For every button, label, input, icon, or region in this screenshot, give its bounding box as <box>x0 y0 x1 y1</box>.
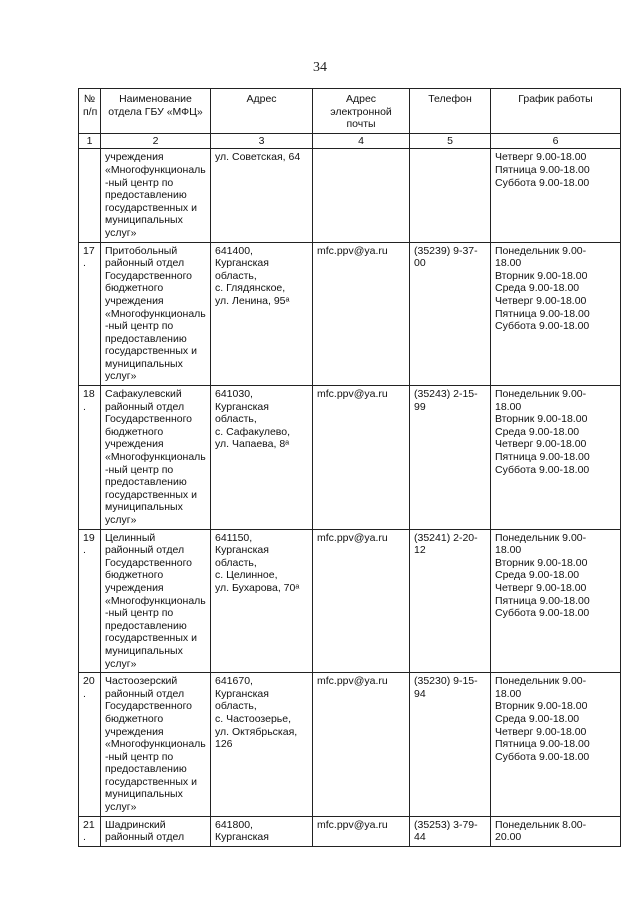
cell-line: Четверг 9.00-18.00 <box>495 438 587 451</box>
cell-line: почты <box>346 118 376 131</box>
row-num: 18. <box>79 386 101 530</box>
cell-line: Понедельник 9.00- <box>495 531 587 544</box>
cell-line: ул. Октябрьская, <box>215 725 298 738</box>
cell-line: 12 <box>414 544 426 557</box>
cell-line: государственных и <box>105 488 197 501</box>
cell-line: Курганская <box>215 400 269 413</box>
cell-line: область, <box>215 700 257 713</box>
cell-line: 641400, <box>215 244 253 257</box>
cell-line: Четверг 9.00-18.00 <box>495 581 587 594</box>
cell-line: Суббота 9.00-18.00 <box>495 176 590 189</box>
row-schedule <box>491 242 621 386</box>
row-schedule <box>491 816 621 846</box>
cell-line: Среда 9.00-18.00 <box>495 282 580 295</box>
cell-line: государственных и <box>105 632 197 645</box>
cell-line: Суббота 9.00-18.00 <box>495 463 590 476</box>
page-number: 34 <box>313 60 327 75</box>
cell-line: государственных и <box>105 345 197 358</box>
cell-line: -ный центр по <box>105 607 174 620</box>
cell-line: районный отдел <box>105 400 185 413</box>
row-num: 20. <box>79 673 101 817</box>
cell-line: предоставлению <box>105 619 187 632</box>
cell-line: Понедельник 9.00- <box>495 675 587 688</box>
row-email: mfc.ppv@ya.ru <box>313 386 410 530</box>
header-num <box>79 89 101 134</box>
cell-line: Курганская <box>215 257 269 270</box>
row-email <box>313 149 410 242</box>
cell-line: Наименование <box>119 93 192 105</box>
table-row <box>79 816 621 846</box>
cell-line: область, <box>215 413 257 426</box>
cell-line: Курганская <box>215 831 269 844</box>
cell-line: Курганская <box>215 544 269 557</box>
cell-line: предоставлению <box>105 332 187 345</box>
row-email: mfc.ppv@ya.ru <box>313 242 410 386</box>
row-email: mfc.ppv@ya.ru <box>313 529 410 673</box>
cell-line: с. Сафакулево, <box>215 425 291 438</box>
row-phone <box>410 673 491 817</box>
cell-line: 18.00 <box>495 544 522 557</box>
cell-line: предоставлению <box>105 476 187 489</box>
row-phone <box>410 149 491 242</box>
cell-line: 18.00 <box>495 400 522 413</box>
cell-line: -ный центр по <box>105 463 174 476</box>
cell-line: Частоозерский <box>105 675 178 688</box>
cell-line: -ный центр по <box>105 320 174 333</box>
cell-line: районный отдел <box>105 687 185 700</box>
cell-line: Вторник 9.00-18.00 <box>495 556 588 569</box>
row-schedule <box>491 673 621 817</box>
cell-line: муниципальных <box>105 644 183 657</box>
cell-line: услуг» <box>105 514 137 526</box>
cell-line: учреждения <box>105 725 164 738</box>
cell-line: График работы <box>518 93 593 105</box>
table-header-row <box>79 89 621 134</box>
cell-line: Курганская <box>215 687 269 700</box>
cell-line: районный отдел <box>105 544 185 557</box>
cell-line: Пятница 9.00-18.00 <box>495 738 590 751</box>
header-phone <box>410 89 491 134</box>
column-number: 2 <box>101 133 211 149</box>
cell-line: область, <box>215 556 257 569</box>
cell-line: Государственного <box>105 700 193 713</box>
column-number: 6 <box>491 133 621 149</box>
cell-line: услуг» <box>105 226 137 239</box>
cell-line: Пятница 9.00-18.00 <box>495 163 590 176</box>
row-name <box>101 529 211 673</box>
cell-line: Сафакулевский <box>105 388 182 401</box>
cell-line: ул. Ленина, 95ᵃ <box>215 294 290 307</box>
cell-line: предоставлению <box>105 763 187 776</box>
cell-line: № <box>83 93 96 105</box>
cell-line: бюджетного <box>105 712 164 725</box>
row-address <box>211 149 313 242</box>
row-email: mfc.ppv@ya.ru <box>313 816 410 846</box>
cell-line: отдела ГБУ «МФЦ» <box>108 105 203 118</box>
cell-line: (35253) 3-79- <box>414 818 478 831</box>
cell-line: Четверг 9.00-18.00 <box>495 725 587 738</box>
column-number: 5 <box>410 133 491 149</box>
table-row <box>79 242 621 386</box>
column-number: 4 <box>313 133 410 149</box>
cell-line: 126 <box>215 738 233 751</box>
cell-line: Четверг 9.00-18.00 <box>495 151 587 164</box>
cell-line: Государственного <box>105 413 193 426</box>
cell-line: Притобольный <box>105 244 178 257</box>
cell-line: (35241) 2-20- <box>414 531 478 544</box>
cell-line: область, <box>215 269 257 282</box>
cell-line: учреждения <box>105 151 164 164</box>
cell-line: Телефон <box>428 93 472 105</box>
row-address <box>211 816 313 846</box>
cell-line: учреждения <box>105 438 164 451</box>
cell-line: ул. Советская, 64 <box>215 151 301 164</box>
cell-line: «Многофункциональ <box>105 594 206 607</box>
cell-line: 641150, <box>215 531 253 544</box>
cell-line: учреждения <box>105 294 164 307</box>
cell-line: Понедельник 9.00- <box>495 388 587 401</box>
row-address <box>211 242 313 386</box>
cell-line: п/п <box>83 105 98 118</box>
header-schedule <box>491 89 621 134</box>
cell-line: Вторник 9.00-18.00 <box>495 413 588 426</box>
cell-line: 00 <box>414 257 426 270</box>
row-schedule <box>491 529 621 673</box>
cell-line: 18.00 <box>495 257 522 270</box>
column-number: 1 <box>79 133 101 149</box>
cell-line: Пятница 9.00-18.00 <box>495 451 590 464</box>
table-row <box>79 673 621 817</box>
cell-line: Государственного <box>105 556 193 569</box>
cell-line: ул. Чапаева, 8ᵃ <box>215 438 290 451</box>
column-number: 3 <box>211 133 313 149</box>
cell-line: бюджетного <box>105 569 164 582</box>
cell-line: Четверг 9.00-18.00 <box>495 294 587 307</box>
cell-line: 44 <box>414 831 426 844</box>
row-phone <box>410 816 491 846</box>
cell-line: (35230) 9-15- <box>414 675 478 688</box>
cell-line: -ный центр по <box>105 750 174 763</box>
cell-line: Суббота 9.00-18.00 <box>495 750 590 763</box>
row-name <box>101 149 211 242</box>
cell-line: (35243) 2-15- <box>414 388 478 401</box>
cell-line: «Многофункциональ <box>105 451 206 464</box>
cell-line: Суббота 9.00-18.00 <box>495 607 590 620</box>
cell-line: ул. Бухарова, 70ᵃ <box>215 581 300 594</box>
mfc-offices-table <box>78 88 621 847</box>
row-address <box>211 529 313 673</box>
row-name <box>101 673 211 817</box>
row-address <box>211 386 313 530</box>
row-num: 21. <box>79 816 101 846</box>
header-email <box>313 89 410 134</box>
row-phone <box>410 529 491 673</box>
cell-line: Среда 9.00-18.00 <box>495 712 580 725</box>
cell-line: предоставлению <box>105 189 187 202</box>
cell-line: 94 <box>414 687 426 700</box>
cell-line: Понедельник 8.00- <box>495 818 587 831</box>
row-num: 19. <box>79 529 101 673</box>
cell-line: муниципальных <box>105 501 183 514</box>
cell-line: муниципальных <box>105 214 183 227</box>
cell-line: районный отдел <box>105 257 185 270</box>
cell-line: Среда 9.00-18.00 <box>495 569 580 582</box>
cell-line: Вторник 9.00-18.00 <box>495 700 588 713</box>
row-schedule <box>491 149 621 242</box>
row-phone <box>410 242 491 386</box>
cell-line: Пятница 9.00-18.00 <box>495 594 590 607</box>
cell-line: учреждения <box>105 581 164 594</box>
table-row <box>79 149 621 242</box>
row-schedule <box>491 386 621 530</box>
cell-line: бюджетного <box>105 425 164 438</box>
cell-line: с. Частоозерье, <box>215 712 292 725</box>
cell-line: Среда 9.00-18.00 <box>495 425 580 438</box>
row-name <box>101 816 211 846</box>
cell-line: бюджетного <box>105 282 164 295</box>
cell-line: -ный центр по <box>105 176 174 189</box>
cell-line: с. Целинное, <box>215 569 278 582</box>
cell-line: услуг» <box>105 370 137 383</box>
cell-line: муниципальных <box>105 788 183 801</box>
cell-line: 20.00 <box>495 831 522 844</box>
cell-line: 641670, <box>215 675 253 688</box>
row-name <box>101 242 211 386</box>
cell-line: Целинный <box>105 531 156 544</box>
cell-line: «Многофункциональ <box>105 163 206 176</box>
table-row <box>79 529 621 673</box>
row-address <box>211 673 313 817</box>
header-address <box>211 89 313 134</box>
cell-line: Адрес <box>345 93 377 105</box>
cell-line: 18.00 <box>495 687 522 700</box>
cell-line: государственных и <box>105 201 197 214</box>
cell-line: 99 <box>414 400 426 413</box>
cell-line: электронной <box>330 105 392 118</box>
cell-line: «Многофункциональ <box>105 738 206 751</box>
cell-line: с. Глядянское, <box>215 282 286 295</box>
cell-line: Пятница 9.00-18.00 <box>495 307 590 320</box>
cell-line: Вторник 9.00-18.00 <box>495 269 588 282</box>
table-body <box>79 133 621 846</box>
cell-line: 641030, <box>215 388 253 401</box>
cell-line: услуг» <box>105 657 137 670</box>
cell-line: Понедельник 9.00- <box>495 244 587 257</box>
row-phone <box>410 386 491 530</box>
cell-line: муниципальных <box>105 357 183 370</box>
header-name <box>101 89 211 134</box>
cell-line: (35239) 9-37- <box>414 244 478 257</box>
cell-line: Государственного <box>105 269 193 282</box>
cell-line: Шадринский <box>105 818 166 831</box>
cell-line: услуг» <box>105 801 137 814</box>
row-num <box>79 149 101 242</box>
row-num: 17. <box>79 242 101 386</box>
cell-line: Суббота 9.00-18.00 <box>495 320 590 333</box>
column-numbers-row <box>79 133 621 149</box>
cell-line: 641800, <box>215 818 253 831</box>
row-name <box>101 386 211 530</box>
cell-line: Адрес <box>246 93 277 105</box>
cell-line: «Многофункциональ <box>105 307 206 320</box>
cell-line: государственных и <box>105 775 197 788</box>
cell-line: районный отдел <box>105 831 185 844</box>
row-email: mfc.ppv@ya.ru <box>313 673 410 817</box>
table-row <box>79 386 621 530</box>
